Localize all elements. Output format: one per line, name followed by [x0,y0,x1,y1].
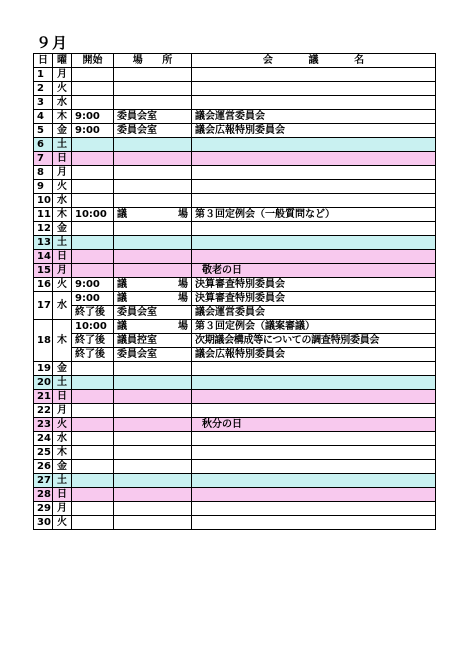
meeting-name-cell: 決算審査特別委員会 [192,292,436,306]
weekday-cell: 日 [53,390,72,404]
day-cell: 18 [34,320,53,362]
meeting-name-cell [192,404,436,418]
weekday-cell: 月 [53,264,72,278]
place-cell [114,194,192,208]
start-time-cell [72,502,114,516]
place-cell [114,474,192,488]
table-row [34,306,436,320]
table-row [34,68,436,82]
weekday-cell: 火 [53,516,72,530]
day-cell: 3 [34,96,53,110]
start-time-cell: 終了後 [72,348,114,362]
place-cell [114,236,192,250]
day-cell: 12 [34,222,53,236]
weekday-cell: 火 [53,278,72,292]
place-cell [114,362,192,376]
table-row [34,404,436,418]
weekday-cell: 水 [53,96,72,110]
table-row [34,264,436,278]
start-time-cell [72,362,114,376]
header-weekday: 曜 [53,54,72,68]
weekday-cell: 水 [53,292,72,320]
place-char: 場 [178,320,188,332]
day-cell: 4 [34,110,53,124]
place-cell [114,222,192,236]
day-cell: 9 [34,180,53,194]
day-cell: 5 [34,124,53,138]
meeting-name-cell [192,390,436,404]
place-cell [114,502,192,516]
header-meeting [192,54,436,68]
table-row [34,166,436,180]
table-row [34,516,436,530]
day-cell: 28 [34,488,53,502]
place-cell [114,320,192,334]
meeting-name-cell [192,222,436,236]
place-cell [114,516,192,530]
table-row [34,96,436,110]
table-row [34,362,436,376]
place-spread [117,293,188,305]
meeting-name-cell [192,488,436,502]
start-time-cell: 9:00 [72,110,114,124]
place-spread [117,279,188,291]
place-spread [117,209,188,221]
day-cell: 7 [34,152,53,166]
table-row [34,474,436,488]
place-char: 議 [117,278,127,290]
weekday-cell: 金 [53,362,72,376]
schedule-table [33,53,436,530]
meeting-name-cell [192,138,436,152]
start-time-cell [72,236,114,250]
place-char: 場 [178,208,188,220]
start-time-cell: 10:00 [72,320,114,334]
weekday-cell: 日 [53,250,72,264]
place-cell [114,82,192,96]
start-time-cell [72,264,114,278]
place-cell [114,180,192,194]
meeting-name-cell [192,82,436,96]
month-title: ９月 [36,34,69,52]
table-row [34,124,436,138]
start-time-cell: 9:00 [72,292,114,306]
weekday-cell: 金 [53,124,72,138]
weekday-cell: 月 [53,68,72,82]
meeting-name-cell [192,236,436,250]
day-cell: 24 [34,432,53,446]
place-cell [114,278,192,292]
meeting-name-cell [192,180,436,194]
table-row [34,390,436,404]
weekday-cell: 月 [53,166,72,180]
place-cell [114,404,192,418]
place-cell [114,376,192,390]
weekday-cell: 火 [53,418,72,432]
meeting-name-cell: 議会運営委員会 [192,110,436,124]
start-time-cell [72,82,114,96]
day-cell: 1 [34,68,53,82]
start-time-cell [72,404,114,418]
meeting-name-cell: 議会運営委員会 [192,306,436,320]
meeting-name-cell [192,502,436,516]
weekday-cell: 木 [53,320,72,362]
weekday-cell: 土 [53,474,72,488]
header-row [34,54,436,68]
day-cell: 15 [34,264,53,278]
meeting-name-cell [192,68,436,82]
weekday-cell: 月 [53,502,72,516]
schedule-body [34,68,436,530]
place-cell [114,152,192,166]
header-place [114,54,192,68]
table-row [34,250,436,264]
start-time-cell [72,432,114,446]
weekday-cell: 日 [53,488,72,502]
table-row [34,152,436,166]
start-time-cell: 9:00 [72,278,114,292]
day-cell: 17 [34,292,53,320]
start-time-cell: 10:00 [72,208,114,222]
day-cell: 10 [34,194,53,208]
weekday-cell: 火 [53,82,72,96]
meeting-name-cell [192,152,436,166]
day-cell: 11 [34,208,53,222]
place-spread [117,321,188,333]
weekday-cell: 日 [53,152,72,166]
start-time-cell [72,376,114,390]
start-time-cell [72,488,114,502]
weekday-cell: 木 [53,110,72,124]
table-row [34,236,436,250]
day-cell: 6 [34,138,53,152]
meeting-name-cell: 決算審査特別委員会 [192,278,436,292]
meeting-name-cell [192,362,436,376]
day-cell: 26 [34,460,53,474]
meeting-name-cell: 第３回定例会（議案審議） [192,320,436,334]
table-row [34,418,436,432]
weekday-cell: 火 [53,180,72,194]
header-meeting-char: 名 [354,54,365,66]
meeting-name-cell: 議会広報特別委員会 [192,124,436,138]
table-row [34,82,436,96]
weekday-cell: 金 [53,460,72,474]
start-time-cell [72,152,114,166]
day-cell: 29 [34,502,53,516]
table-row [34,278,436,292]
day-cell: 25 [34,446,53,460]
place-cell [114,292,192,306]
table-row [34,110,436,124]
table-row [34,222,436,236]
meeting-name-cell: 次期議会構成等についての調査特別委員会 [192,334,436,348]
table-row [34,292,436,306]
start-time-cell [72,250,114,264]
place-cell: 委員会室 [114,306,192,320]
place-cell [114,250,192,264]
place-cell: 委員会室 [114,124,192,138]
weekday-cell: 水 [53,194,72,208]
place-cell [114,166,192,180]
meeting-name-cell [192,474,436,488]
start-time-cell: 終了後 [72,334,114,348]
place-cell [114,68,192,82]
header-meeting-char: 会 [262,54,273,66]
meeting-name-cell [192,446,436,460]
meeting-name-cell [192,516,436,530]
table-row [34,180,436,194]
start-time-cell [72,68,114,82]
start-time-cell [72,96,114,110]
start-time-cell [72,446,114,460]
start-time-cell [72,460,114,474]
day-cell: 21 [34,390,53,404]
place-cell [114,208,192,222]
start-time-cell [72,166,114,180]
weekday-cell: 水 [53,432,72,446]
start-time-cell [72,180,114,194]
meeting-name-cell [192,432,436,446]
meeting-name-cell [192,376,436,390]
start-time-cell [72,138,114,152]
day-cell: 22 [34,404,53,418]
weekday-cell: 木 [53,208,72,222]
place-char: 場 [178,292,188,304]
day-cell: 14 [34,250,53,264]
start-time-cell: 終了後 [72,306,114,320]
place-cell [114,446,192,460]
start-time-cell [72,390,114,404]
place-cell [114,488,192,502]
place-cell: 議員控室 [114,334,192,348]
place-cell [114,390,192,404]
table-row [34,432,436,446]
day-cell: 23 [34,418,53,432]
day-cell: 2 [34,82,53,96]
weekday-cell: 土 [53,376,72,390]
table-row [34,502,436,516]
start-time-cell: 9:00 [72,124,114,138]
header-meeting-char: 議 [308,54,319,66]
place-cell [114,432,192,446]
meeting-name-cell [192,460,436,474]
meeting-name-cell: 議会広報特別委員会 [192,348,436,362]
place-cell [114,418,192,432]
day-cell: 8 [34,166,53,180]
place-char: 議 [117,320,127,332]
weekday-cell: 金 [53,222,72,236]
start-time-cell [72,418,114,432]
place-cell [114,264,192,278]
place-cell: 委員会室 [114,110,192,124]
place-cell: 委員会室 [114,348,192,362]
place-char: 議 [117,292,127,304]
weekday-cell: 木 [53,446,72,460]
meeting-name-cell: 秋分の日 [192,418,436,432]
start-time-cell [72,194,114,208]
header-place-char: 場 [132,54,143,66]
weekday-cell: 土 [53,236,72,250]
meeting-name-cell [192,194,436,208]
day-cell: 27 [34,474,53,488]
start-time-cell [72,222,114,236]
day-cell: 19 [34,362,53,376]
header-day: 日 [34,54,53,68]
place-cell [114,138,192,152]
day-cell: 13 [34,236,53,250]
table-row [34,334,436,348]
place-cell [114,460,192,474]
table-row [34,488,436,502]
table-row [34,460,436,474]
table-row [34,320,436,334]
place-char: 議 [117,208,127,220]
day-cell: 30 [34,516,53,530]
day-cell: 16 [34,278,53,292]
place-cell [114,96,192,110]
table-row [34,194,436,208]
day-cell: 20 [34,376,53,390]
header-place-char: 所 [162,54,173,66]
weekday-cell: 月 [53,404,72,418]
header-start: 開始 [72,54,114,68]
start-time-cell [72,516,114,530]
table-row [34,446,436,460]
start-time-cell [72,474,114,488]
table-row [34,138,436,152]
meeting-name-cell: 第３回定例会（一般質問など） [192,208,436,222]
table-row [34,348,436,362]
meeting-name-cell [192,166,436,180]
meeting-name-cell [192,250,436,264]
place-char: 場 [178,278,188,290]
meeting-name-cell [192,96,436,110]
weekday-cell: 土 [53,138,72,152]
meeting-name-cell: 敬老の日 [192,264,436,278]
table-row [34,208,436,222]
table-row [34,376,436,390]
